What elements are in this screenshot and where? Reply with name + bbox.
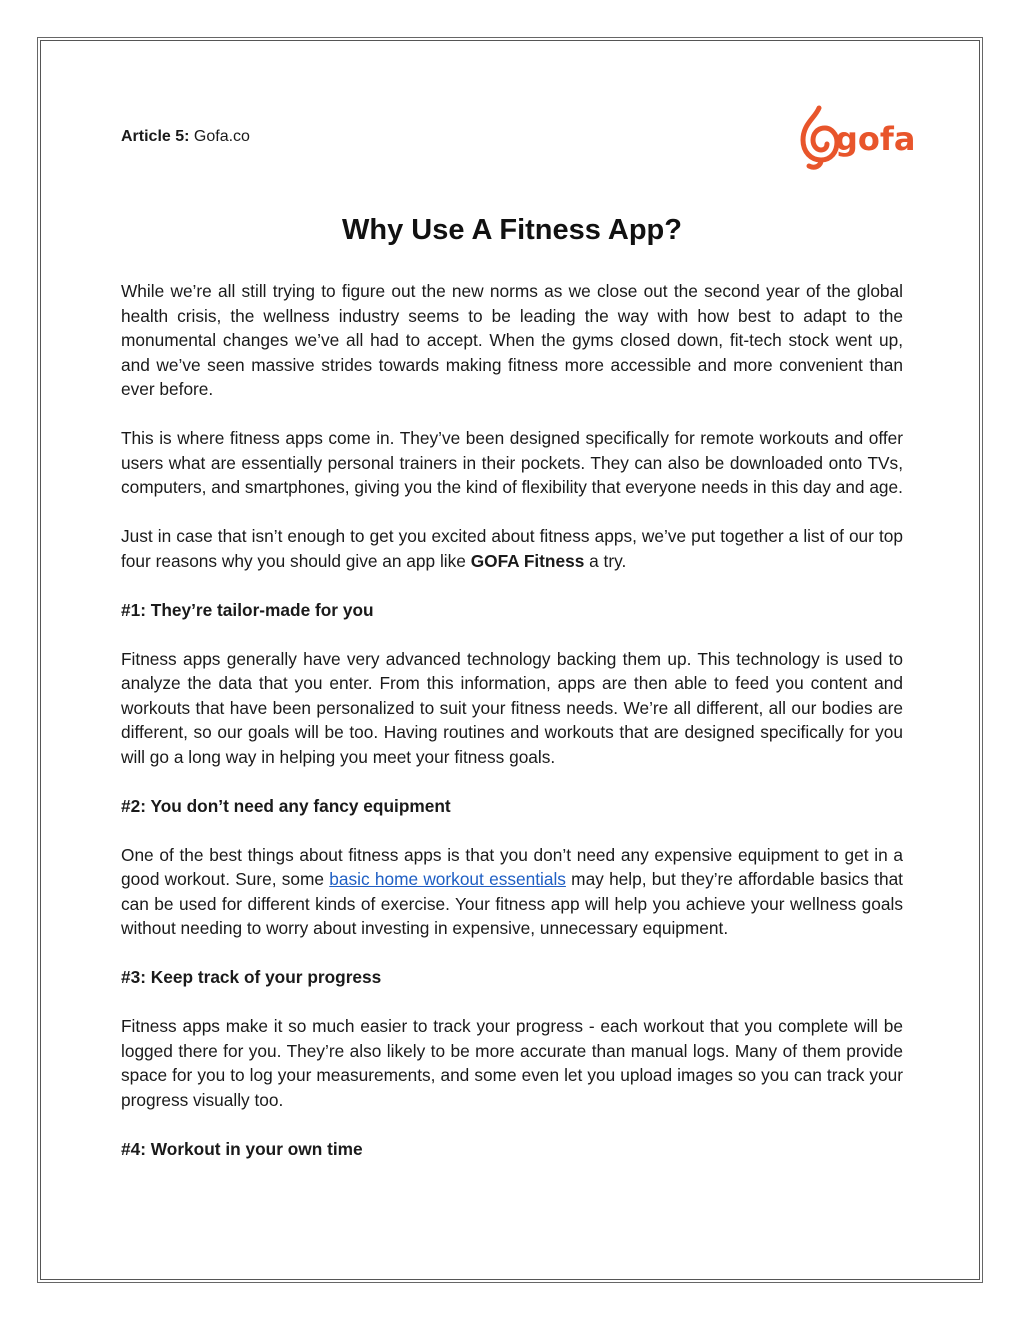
article-header — [121, 128, 250, 146]
page-title: Why Use A Fitness App? — [342, 214, 682, 246]
section-2-text-after: may help, but they’re affordable basics that can be used for different kinds of exercise. Your fitness app will help you achieve your wellness goals without needing to worry about investing in expensive, unnecessary equipment. — [121, 869, 903, 938]
brand-name: GOFA Fitness — [470, 550, 585, 571]
article-source: Gofa.co — [193, 128, 250, 145]
logo-wordmark: gofa — [835, 120, 916, 158]
intro3-text-before: Just in case that isn’t enough to get you excited about fitness apps, we’ve put together a list of our top four reasons why you should give an app like — [121, 526, 903, 571]
workout-essentials-link[interactable]: basic home workout essentials — [329, 869, 566, 889]
section-3-body: Fitness apps make it so much easier to track your progress - each workout that you complete will be logged there for you. They’re also likely to be more accurate than manual logs. Many of them provide space for you to log your measurements, and some even let you upload images so you can track your progress visually too. — [121, 1016, 903, 1110]
intro-paragraph-3 — [121, 524, 903, 573]
gofa-logo — [797, 104, 916, 170]
section-2-text-before: One of the best things about fitness apps is that you don’t need any expensive equipment to get in a good workout. Sure, some — [121, 844, 903, 889]
section-1-body: Fitness apps generally have very advanced technology backing them up. This technology is used to analyze the data that you enter. From this information, apps are then able to feed you content and workouts that have been personalized to suit your fitness needs. We’re all different, all our bodies are different, so our goals will be too. Having routines and workouts that are designed specifically for you will go a long way in helping you meet your fitness goals. — [121, 648, 903, 767]
gofa-logo-icon — [797, 104, 916, 170]
intro-paragraph-2: This is where fitness apps come in. They’ve been designed specifically for remote workouts and offer users what are essentially personal trainers in their pockets. They can also be downloaded onto TVs, computers, and smartphones, giving you the kind of flexibility that everyone needs in this day and age. — [121, 428, 903, 497]
section-3-heading: #3: Keep track of your progress — [121, 967, 382, 987]
intro-paragraph-1: While we’re all still trying to figure out the new norms as we close out the second year of the global health crisis, the wellness industry seems to be leading the way with how best to adapt to the monumental changes we’ve all had to accept. When the gyms closed down, fit-tech stock went up, and we’ve seen massive strides towards making fitness more accessible and more convenient than ever before. — [121, 281, 903, 399]
article-body — [121, 279, 903, 1186]
intro3-text-after: a try. — [584, 550, 627, 571]
section-1-heading: #1: They’re tailor-made for you — [121, 599, 374, 620]
section-2-body — [121, 843, 903, 941]
section-2-heading: #2: You don’t need any fancy equipment — [121, 795, 451, 816]
article-label: Article 5: — [121, 128, 190, 145]
section-4-heading: #4: Workout in your own time — [121, 1138, 363, 1159]
